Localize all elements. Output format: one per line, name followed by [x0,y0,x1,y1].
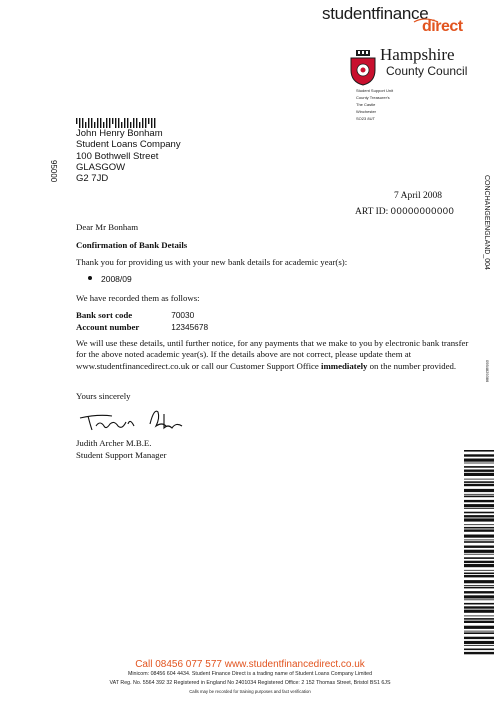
footer-notice: Calls may be recorded for training purposes and fact verification [189,689,311,694]
letter-heading: Confirmation of Bank Details [76,240,188,250]
council-address [356,87,393,122]
academic-year: 2008/09 [101,274,132,284]
art-id-value: 00000000000 [390,206,455,217]
council-address-line: Student Support Unit [356,88,394,93]
bank-detail-row [76,322,208,332]
council-address-line: County Treasurer's [356,95,390,100]
address-line: John Henry Bonham [76,128,163,139]
instructions-text-end: on the number provided. [367,360,457,371]
postal-barcode [76,118,158,128]
signature [78,404,198,438]
signatory-title: Student Support Manager [76,450,167,460]
art-id-label: ART ID: [355,207,389,217]
footer-minicom: Minicom: 08456 604 4434. Student Finance Direct is a trading name of Student Loans Company Limited [127,671,373,677]
logo-text-direct: direct [422,18,463,35]
sort-code-label: Bank sort code [76,310,133,320]
address-line: 100 Bothwell Street [76,150,159,162]
art-id [355,206,454,217]
sort-code-value: 70030 [171,310,195,320]
council-address-line: The Castle [356,102,376,107]
recorded-paragraph: We have recorded them as follows: [76,293,200,303]
document-small-code: 0954829386 [485,360,490,383]
address-line: Student Loans Company [76,139,181,151]
instructions-emphasis: immediately [321,360,368,371]
council-subtitle: County Council [386,64,468,78]
bullet-icon [88,276,92,280]
address-line: GLASGOW [76,161,126,173]
bank-detail-row [76,310,194,320]
student-finance-direct-logo [322,4,482,38]
footer-contact: Call 08456 077 577 www.studentfinancedirect.co.uk [135,659,365,670]
thanks-paragraph: Thank you for providing us with your new bank details for academic year(s): [76,257,348,267]
council-name: Hampshire [380,45,455,64]
salutation: Dear Mr Bonham [76,222,139,232]
council-address-line: SO23 8UT [356,116,375,121]
academic-year-item [88,274,132,284]
footer-registration: VAT Reg. No. 5564 392 32 Registered in England No 2401034 Registered Office: 2 152 Thomas Street, Bristol BS1 6JS [109,680,391,686]
logo-text-studentfinance: studentfinance [322,4,429,23]
document-barcode [464,450,494,655]
recipient-address [76,128,181,184]
instructions-text: We will use these details, until further notice, for any payments that we make to you by electronic bank transfer for the above noted academic year(s). If the details above are not correct, please update them at www.studentfinancedirect.co.uk or call our Customer Support Office [76,338,469,371]
closing: Yours sincerely [76,391,131,401]
letter-date: 7 April 2008 [394,191,443,201]
account-number-label: Account number [76,322,140,332]
instructions-paragraph [76,338,470,372]
recipient-reference: 95000 [49,160,58,183]
signatory-name: Judith Archer M.B.E. [76,438,152,448]
hampshire-crest-icon [350,50,376,86]
council-address-line: Winchester [356,109,377,114]
document-code: CONCHANGEENGLAND_004 [483,175,490,270]
address-line: G2 7JD [76,173,109,185]
account-number-value: 12345678 [171,322,209,332]
